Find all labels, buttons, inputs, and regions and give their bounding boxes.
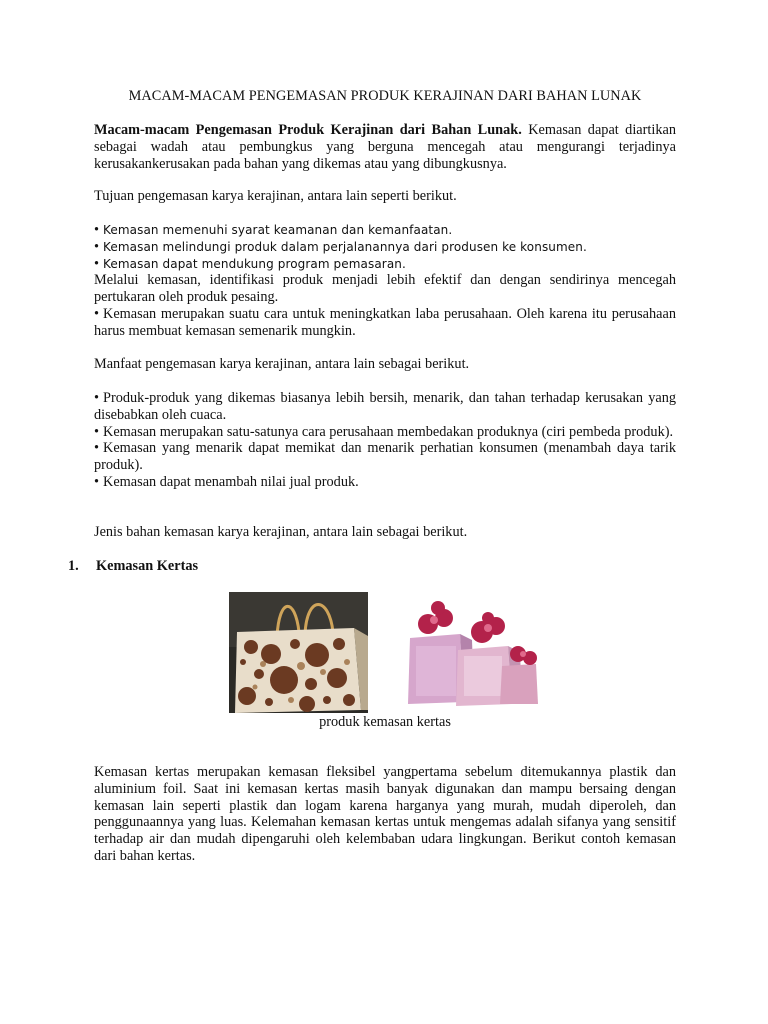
page-title: MACAM-MACAM PENGEMASAN PRODUK KERAJINAN DARI BAHAN LUNAK xyxy=(128,88,642,104)
list-item: • Kemasan dapat menambah nilai jual produk. xyxy=(94,473,359,490)
bullet-icon: • xyxy=(94,390,100,406)
list-item: • Kemasan merupakan satu-satunya cara perusahaan membedakan produknya (ciri pembeda produk). xyxy=(94,423,674,440)
manfaat-intro: Manfaat pengemasan karya kerajinan, antara lain sebagai berikut. xyxy=(94,356,470,372)
paper-bag-polka-image xyxy=(229,592,368,713)
list-item: • Kemasan merupakan suatu cara untuk meningkatkan laba perusahaan. Oleh karena itu perusahaan harus membuat kemasan semenarik mungkin. xyxy=(94,306,676,339)
image-caption: produk kemasan kertas xyxy=(319,714,451,730)
section-title: Kemasan Kertas xyxy=(96,558,199,574)
list-item: • Kemasan memenuhi syarat keamanan dan kemanfaatan. xyxy=(94,222,453,238)
list-item: • Kemasan dapat mendukung program pemasaran. xyxy=(94,255,406,272)
bullet-icon: • xyxy=(94,440,100,457)
tujuan-intro: Tujuan pengemasan karya kerajinan, antara lain seperti berikut. xyxy=(94,188,457,204)
kertas-paragraph: Kemasan kertas merupakan kemasan fleksibel yangpertama sebelum ditemukannya plastik dan aluminium foil. Saat ini kemasan kertas masih banyak digunakan dan mampu bersaing dengan kemasan lain seperti plastik dan logam karena harganya yang murah, mudah diperoleh, dan penggunaannya yang luas. Kelemahan kemasan kertas untuk mengemas adalah sifanya yang sensitif terhadap air dan mudah dipengaruhi oleh kelembaban udara lingkungan. Berikut contoh kemasan dari bahan kertas. xyxy=(94,764,676,864)
section-number: 1. xyxy=(68,558,79,574)
bullet-icon: • xyxy=(94,238,100,255)
list-item: • Kemasan yang menarik dapat memikat dan menarik perhatian konsumen (menambah daya tarik produk). xyxy=(94,440,676,474)
bullet-icon: • xyxy=(94,473,100,490)
bullet-icon: • xyxy=(94,423,100,440)
pink-gift-bags-image xyxy=(398,598,548,706)
manfaat-list xyxy=(94,390,676,491)
tujuan-list xyxy=(94,222,676,272)
intro-bold: Macam-macam Pengemasan Produk Kerajinan dari Bahan Lunak. xyxy=(94,122,522,138)
intro-text: Kemasan dapat diartikan sebagai wadah atau pembungkus yang berguna mencegah atau mengurangi terjadinya kerusakankerusakan pada bahan yang dikemas atau yang dibungkusnya. xyxy=(94,122,676,172)
bullet-icon: • xyxy=(94,255,100,272)
intro-paragraph xyxy=(94,122,676,172)
list-item: • Kemasan melindungi produk dalam perjalanannya dari produsen ke konsumen. xyxy=(94,238,587,255)
jenis-intro: Jenis bahan kemasan karya kerajinan, antara lain sebagai berikut. xyxy=(94,524,468,540)
tujuan-paragraph: Melalui kemasan, identifikasi produk menjadi lebih efektif dan dengan sendirinya mencegah pertukaran oleh produk pesaing. xyxy=(94,272,676,305)
bullet-icon: • xyxy=(94,306,100,322)
tujuan-bullet-extra xyxy=(94,306,676,340)
bullet-icon: • xyxy=(94,222,100,238)
list-item: • Produk-produk yang dikemas biasanya lebih bersih, menarik, dan tahan terhadap kerusakan yang disebabkan oleh cuaca. xyxy=(94,390,676,423)
